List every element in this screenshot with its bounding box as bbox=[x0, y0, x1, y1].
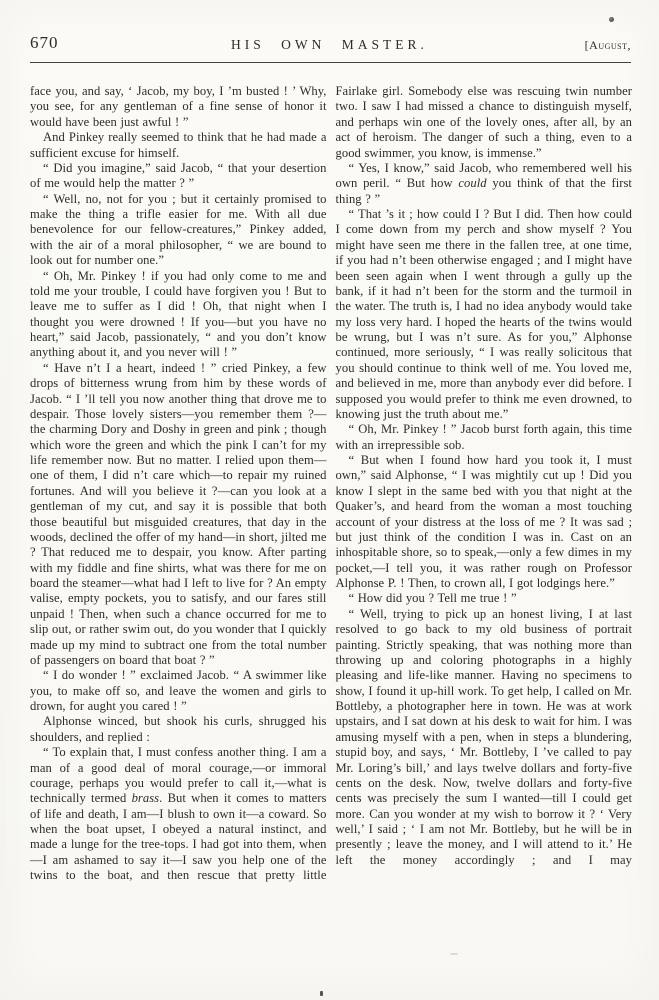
paragraph: And Pinkey really seemed to think that he had made a sufficient excuse for himself. bbox=[30, 130, 327, 160]
paragraph: “ Well, no, not for you ; but it certainly promised to make the thing a trifle easier for me. With all due benevolence for our fellow-creatures,” Pinkey added, with the air of a moral philosopher, “ we are bound to look out for number one.” bbox=[30, 191, 327, 268]
ink-speck-icon bbox=[609, 17, 614, 22]
paragraph: “ To explain that, I must confess another thing. I am a man of a good deal of moral courage,—or immoral courage, perhaps you would prefer to call it,—what is technically termed brass. But when it comes to matters of life and death, I am—I blush to own it—a coward. So when the boat upset, I obeyed a natural instinct, and made a lunge for the tree-tops. I had got into them, when—I am ashamed to say it—I saw you help one of the twins to the boat, and then rescue that pretty little bbox=[30, 745, 327, 883]
ink-speck-bottom bbox=[320, 991, 323, 996]
issue-label: [August, bbox=[584, 38, 631, 52]
column-left bbox=[30, 84, 327, 884]
paragraph: Fairlake girl. Somebody else was rescuing twin number two. I saw I had missed a chance to distinguish myself, and perhaps win one of the lovely ones, after all, by an act of heroism. The danger of such a thing, even to a good swimmer, you know, is immense.” bbox=[335, 84, 632, 160]
paragraph: “ Yes, I know,” said Jacob, who remembered well his own peril. “ But how could you think of that the first thing ? ” bbox=[335, 160, 632, 206]
paragraph: “ Well, trying to pick up an honest living, I at last resolved to go back to my old business of portrait painting. Strictly speaking, that was nothing more than throwing up and coloring photographs in a highly pleasing and life-like manner. Having no specimens to show, I found it up-hill work. To get help, I called on Mr. Bottleby, a photographer here in town. He was at work upstairs, and I sat down at his desk to wait for him. I was amusing myself with a pen, when in steps a blundering, stupid boy, and says, ‘ Mr. Bottleby, I ’ve called to pay Mr. Loring’s bill,’ and lays twelve dollars and forty-five cents on the desk. Now, twelve dollars and forty-five cents was precisely the sum I wanted—till I could get more. Can you wonder at my wish to borrow it ? ‘ Very well,’ I said ; ‘ I am not Mr. Bottleby, but he will be in presently ; leave the money, and I will attend to it.’ He left the money accordingly ; and I may bbox=[335, 606, 632, 867]
paragraph: face you, and say, ‘ Jacob, my boy, I ’m busted ! ’ Why, you see, for any gentleman of a fine sense of honor it would have been just awful ! ” bbox=[30, 84, 327, 129]
paragraph: “ Did you imagine,” said Jacob, “ that your desertion of me would help the matter ? ” bbox=[30, 160, 327, 191]
running-title: HIS OWN MASTER. bbox=[231, 37, 428, 52]
paragraph: Alphonse winced, but shook his curls, shrugged his shoulders, and replied : bbox=[30, 714, 327, 744]
paragraph: “ Oh, Mr. Pinkey ! ” Jacob burst forth again, this time with an irrepressible sob. bbox=[335, 422, 632, 452]
paragraph: “ Oh, Mr. Pinkey ! if you had only come to me and told me your trouble, I could have forgiven you ! But to leave me to suffer as I did ! Oh, that night when I thought you were drowned ! If you—but you have no heart,” said Jacob, passionately, “ and you don’t know anything about it, and you never will ! ” bbox=[30, 268, 327, 360]
ink-smudge bbox=[450, 953, 458, 955]
page-number: 670 bbox=[30, 33, 59, 52]
paragraph: “ That ’s it ; how could I ? But I did. Then how could I come down from my perch and show myself ? You might have seen me there in the fallen tree, at one time, if you had n’t been otherwise engaged ; and I might have been seen again when I went through a gully up the bank, if it had n’t been for the storm and the turmoil in the water. The truth is, I had no idea anybody would take my loss very hard. I hoped the hearts of the twins would be wrung, but I was n’t sure. As for you,” Alphonse continued, more seriously, “ I was really solicitous that you should continue to think well of me. You loved me, and believed in me, more than anybody ever did before. I supposed you would prefer to think me even drowned, to knowing just the truth about me.” bbox=[335, 207, 632, 421]
text-columns bbox=[30, 84, 632, 884]
paragraph: “ But when I found how hard you took it, I must own,” said Alphonse, “ I was mightily cut up ! Did you know I slept in the same bed with you that night at the Quaker’s, and heard from the woman a most touching account of your distress at the loss of me ? It was sad ; but just think of the condition I was in. Cast on an inhospitable shore, so to speak,—only a few dimes in my pocket,—I tell you, it was rather rough on Professor Alphonse P. ! Then, to crown all, I got lodgings here.” bbox=[335, 453, 632, 590]
paragraph: “ I do wonder ! ” exclaimed Jacob. “ A swimmer like you, to make off so, and leave the women and girls to drown, for aught you cared ! ” bbox=[30, 668, 327, 713]
paragraph: “ How did you ? Tell me true ! ” bbox=[348, 591, 517, 606]
paragraph: “ Have n’t I a heart, indeed ! ” cried Pinkey, a few drops of bitterness wrung from him by these words of Jacob. “ I ’ll tell you now another thing that drove me to despair. Those lovely sisters—you remember them ?—the charming Dory and Doshy in green and pink ; though which wore the green and which the pink I can’t for my life remember now. But no matter. I relied upon them—one of them, I did n’t care which—to repair my ruined fortunes. And will you believe it ?—can you look at a gentleman of my cut, and say it is possible that both those beautiful but misguided creatures, that day in the woods, declined the offer of my hand—in short, jilted me ? That reduced me to despair, you know. After parting with my fiddle and fine shirts, what was there for me on board the steamer—what had I left to live for ? An empty valise, empty pockets, you to satisfy, and our fares still unpaid ! Then, when such a chance occurred for me to slip out, or rather swim out, do you wonder that I quickly made up my mind to subtract one from the total number of passengers on board that boat ? ” bbox=[30, 360, 327, 667]
column-right bbox=[336, 84, 633, 884]
header-rule bbox=[30, 62, 631, 63]
